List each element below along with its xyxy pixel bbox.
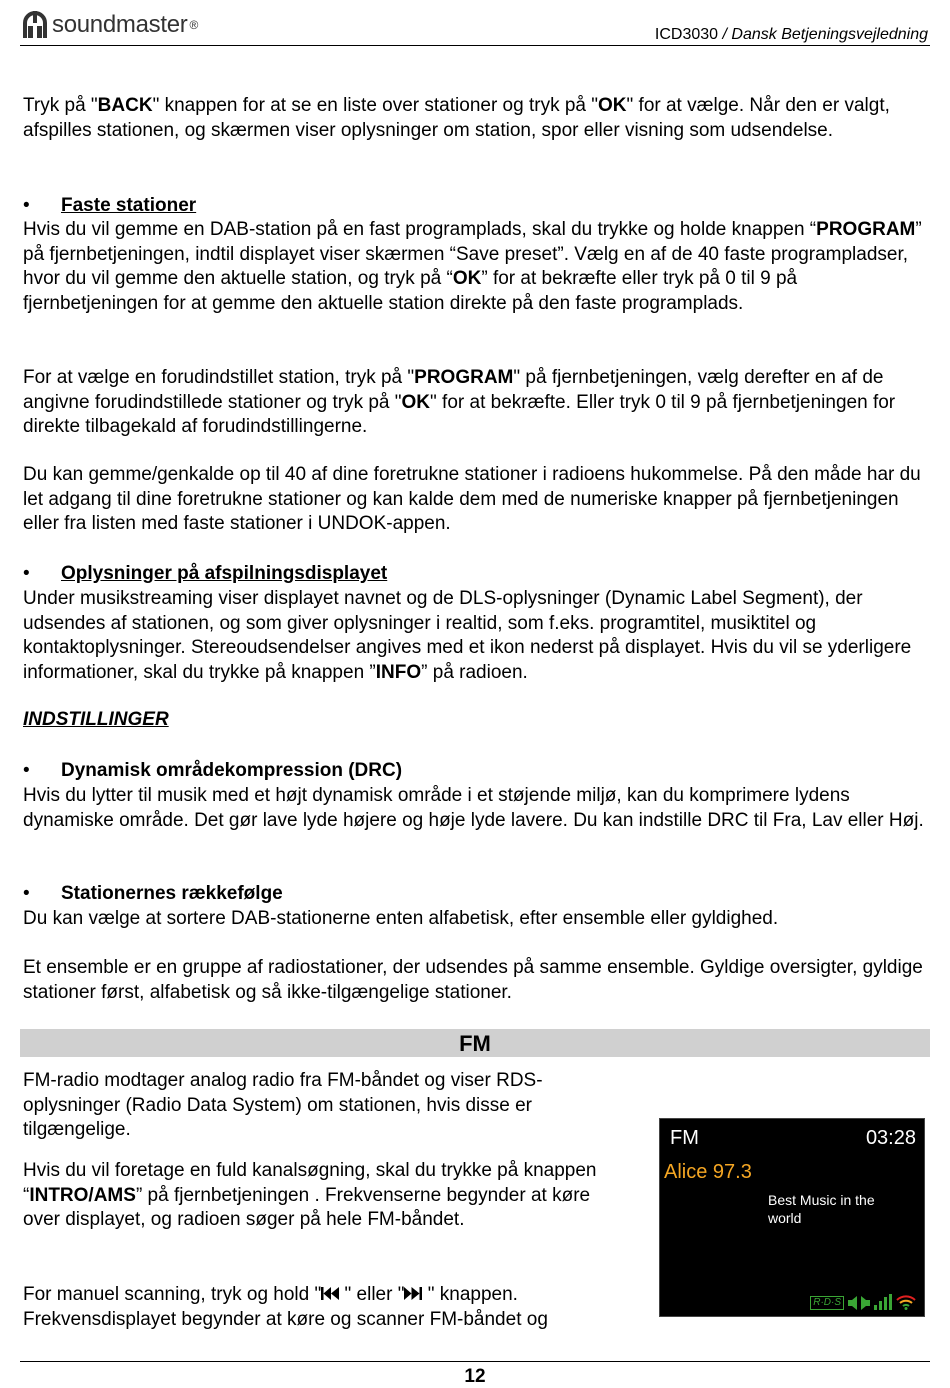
display-time: 03:28 — [865, 1127, 916, 1149]
title-separator: / — [718, 26, 732, 43]
soundmaster-logo — [22, 10, 198, 40]
signal-strength-icon — [874, 1294, 892, 1310]
skip-forward-icon — [404, 1287, 422, 1300]
display-station-name: Alice 97.3 — [664, 1161, 752, 1183]
memory-paragraph: Du kan gemme/genkalde op til 40 af dine foretrukne stationer i radioens hukommelse. På den måde har du let adgang til dine foretrukne stationer og kan kalde dem med de numeriske knapper på fjernbetjeningen eller fra listen med faste stationer i UNDOK-appen. — [23, 464, 921, 535]
bullet: • — [23, 195, 30, 216]
program-paragraph: For at vælge en forudindstillet station, tryk på "PROGRAM" på fjernbetjeningen, vælg derefter en af de angivne forudindstillede stationer og tryk på "OK" for at bekræfte. Eller tryk 0 til 9 på fjernbetjeningen for direkte tilbagekald af forudindstillingerne. — [23, 367, 896, 438]
header-divider — [20, 45, 930, 46]
display-dls-text: Best Music in the world — [768, 1192, 875, 1226]
document-title — [655, 26, 928, 44]
fm-scan-paragraph: Hvis du vil foretage en fuld kanalsøgning, skal du trykke på knappen “INTRO/AMS” på fjernbetjeningen . Frekvenserne begynder at køre over displayet, og radioen søger på hele FM-båndet. — [23, 1160, 597, 1231]
wifi-icon — [896, 1294, 916, 1310]
faste-stationer-paragraph: Hvis du vil gemme en DAB-station på en fast programplads, skal du trykke og holde knappen “PROGRAM” på fjernbetjeningen, indtil displayet viser skærmen “Save preset”. Vælg en af de 40 faste programpladser, hvor du vil gemme den aktuelle station, og tryk på “OK” for at bekræfte eller tryk på 0 til 9 på fjernbetjeningen for at gemme den aktuelle station direkte på den faste programplads. — [23, 219, 922, 314]
fm-manual-paragraph: For manuel scanning, tryk og hold " " eller " " knappen. Frekvensdisplayet begynder at køre og scanner FM-båndet og — [23, 1284, 548, 1330]
order-title: Stationernes rækkefølge — [61, 883, 283, 904]
faste-stationer-title: Faste stationer — [61, 195, 197, 216]
oplysninger-paragraph: Under musikstreaming viser displayet navnet og de DLS-oplysninger (Dynamic Label Segment), der udsendes af stationen, og som giver oplysninger i realtid, som f.eks. programtitel, musiktitel og kontaktoplysninger. Stereoudsendelser angives med et ikon nederst på displayet. Hvis du vil se yderligere informationer, skal du trykke på knappen ”INFO” på radioen. — [23, 588, 912, 683]
indstillinger-heading: INDSTILLINGER — [23, 709, 169, 730]
soundmaster-logo-icon — [22, 10, 48, 40]
registered-mark: ® — [189, 18, 199, 32]
back-paragraph: Tryk på "BACK" knappen for at se en liste over stationer og tryk på "OK" for at vælge. Når den er valgt, afspilles stationen, og skærmen viser oplysninger om station, spor eller visning som udsendelse. — [23, 95, 890, 141]
display-band: FM — [670, 1127, 699, 1149]
order-paragraph: Du kan vælge at sortere DAB-stationerne enten alfabetisk, efter ensemble eller gyldighed. — [23, 908, 779, 929]
fm-section-title: FM — [20, 1029, 930, 1057]
footer-divider — [20, 1361, 930, 1362]
radio-display-image — [659, 1118, 925, 1317]
rds-icon: R·D·S — [810, 1296, 844, 1310]
skip-back-icon — [321, 1287, 339, 1300]
bullet: • — [23, 760, 30, 781]
oplysninger-title: Oplysninger på afspilningsdisplayet — [61, 563, 388, 584]
drc-title: Dynamisk områdekompression (DRC) — [61, 760, 403, 781]
bullet: • — [23, 563, 30, 584]
model-name: ICD3030 — [654, 26, 719, 43]
ensemble-paragraph: Et ensemble er en gruppe af radiostationer, der udsendes på samme ensemble. Gyldige oversigter, gyldige stationer først, alfabetisk og så ikke-tilgængelige stationer. — [23, 957, 923, 1003]
drc-paragraph: Hvis du lytter til musik med et højt dynamisk område i et støjende miljø, kan du komprimere lydens dynamiske område. Det gør lave lyde højere og høje lyde lavere. Du kan indstille DRC til Fra, Lav eller Høj. — [23, 785, 924, 831]
brand-name: soundmaster — [52, 11, 188, 38]
display-status-icons — [810, 1294, 916, 1310]
fm-intro-paragraph: FM-radio modtager analog radio fra FM-båndet og viser RDS-oplysninger (Radio Data System) om stationen, hvis disse er tilgængelige. — [23, 1070, 543, 1141]
manual-subtitle: Dansk Betjeningsvejledning — [731, 26, 928, 43]
stereo-icon — [848, 1296, 870, 1310]
bullet: • — [23, 883, 30, 904]
page-number: 12 — [464, 1366, 486, 1387]
